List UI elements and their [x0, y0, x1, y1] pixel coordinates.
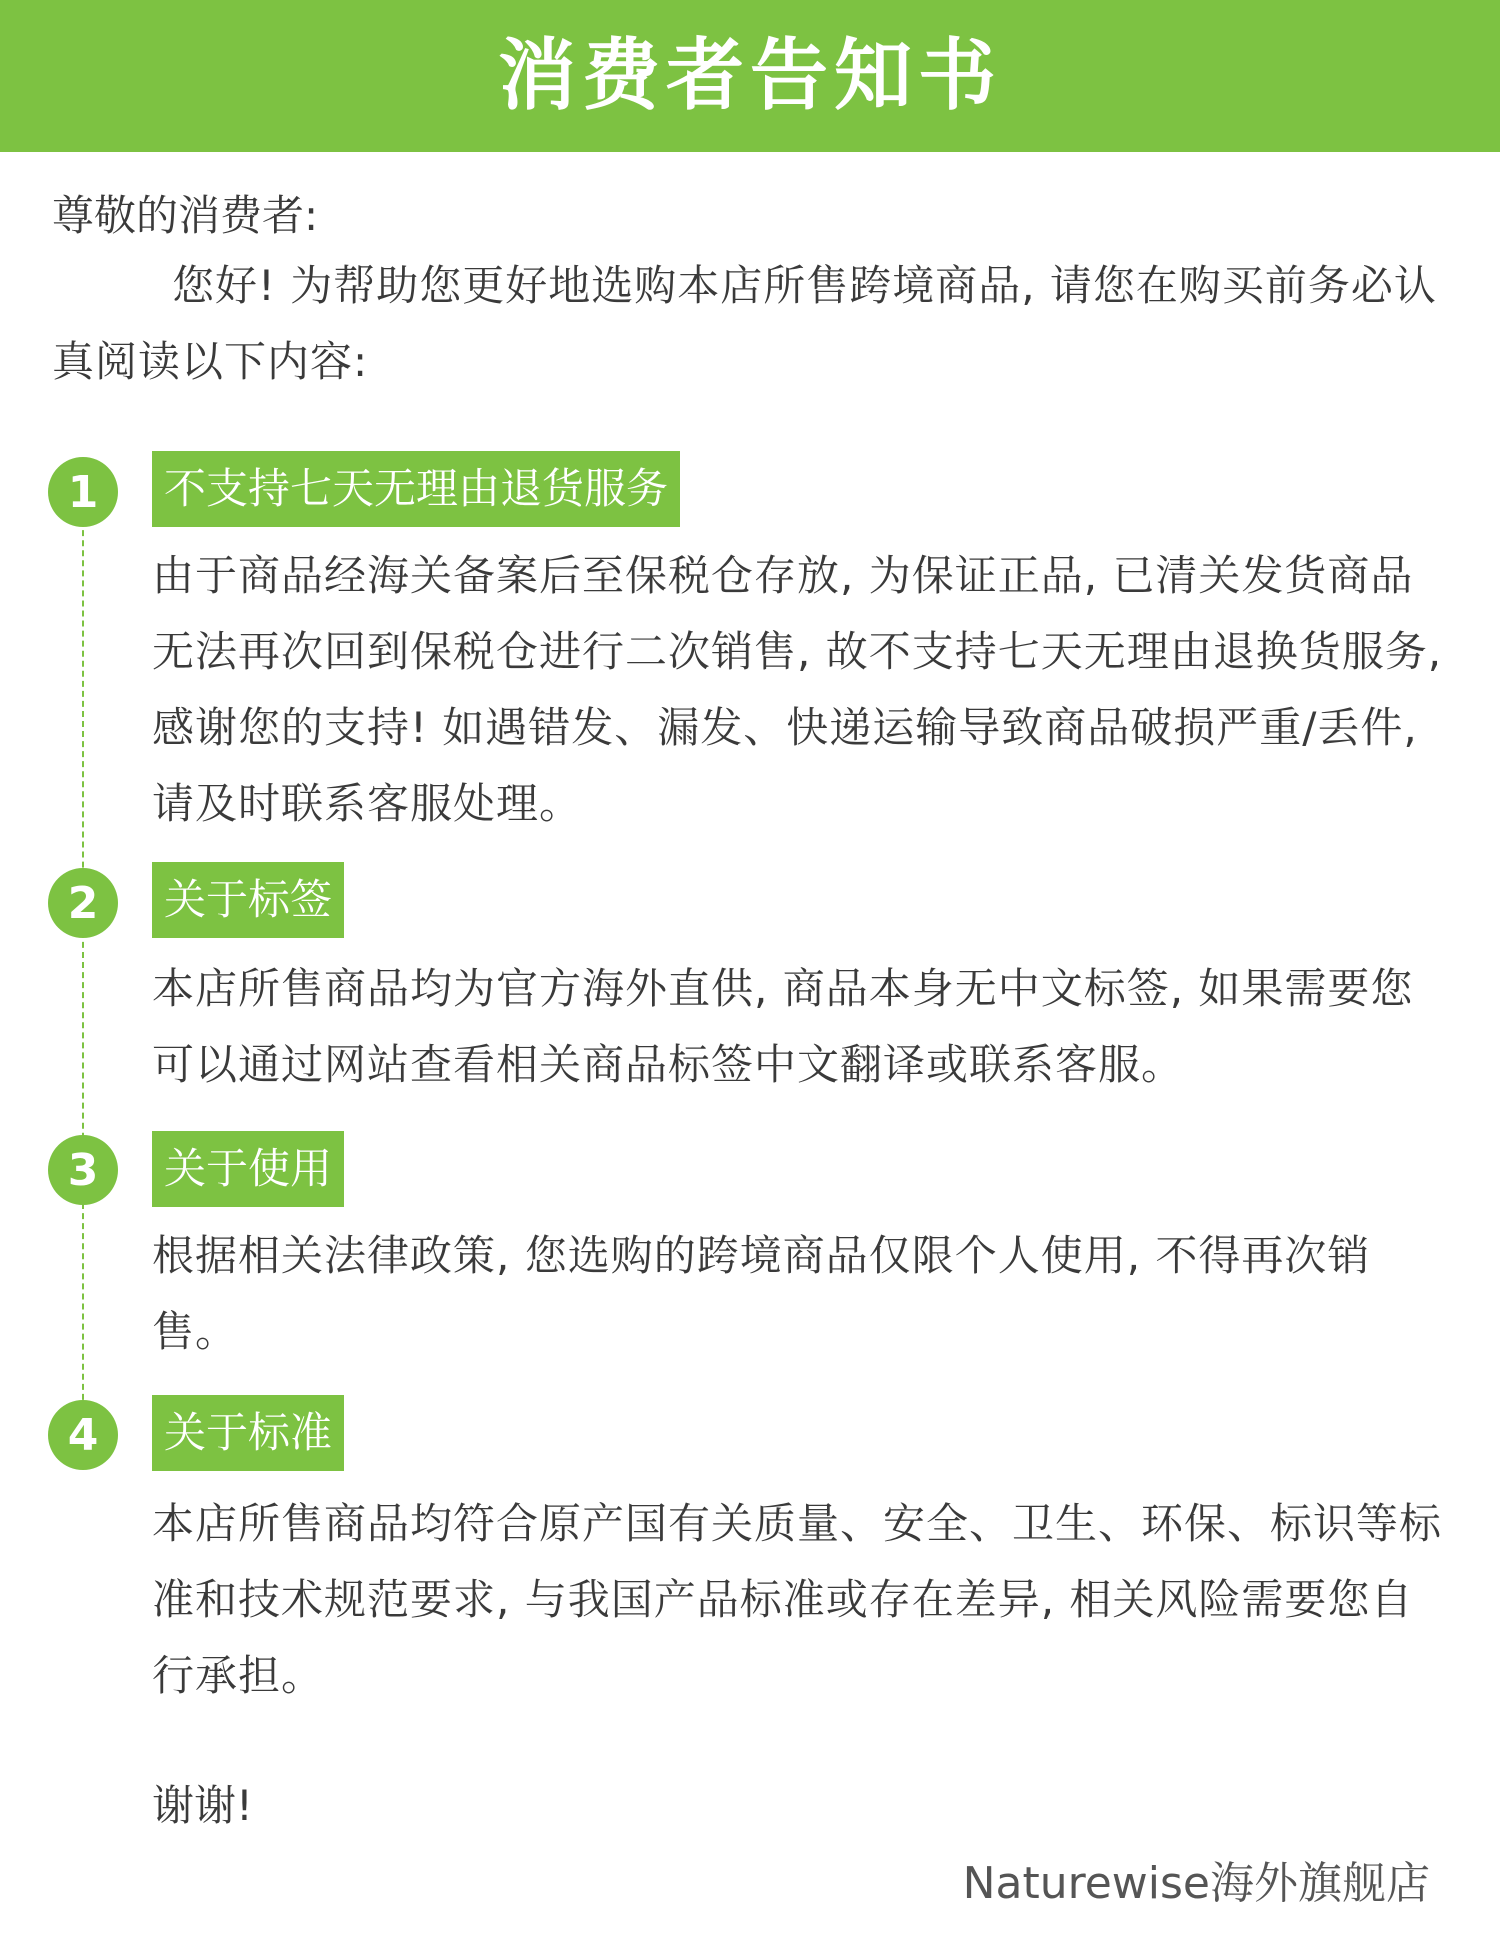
- section-1-text: 由于商品经海关备案后至保税仓存放, 为保证正品, 已清关发货商品无法再次回到保税仓进行二次销售, 故不支持七天无理由退换货服务, 感谢您的支持! 如遇错发、漏发、快递运输导致商品破损严重/丢件, 请及时联系客服处理。: [152, 551, 1443, 828]
- page-title: 消费者告知书: [497, 31, 1002, 121]
- section-1-title: 不支持七天无理由退货服务: [152, 451, 680, 527]
- section-3-text: 根据相关法律政策, 您选购的跨境商品仅限个人使用, 不得再次销售。: [152, 1231, 1371, 1356]
- header-banner: [0, 0, 1500, 152]
- section-3-number-badge: 3: [48, 1135, 118, 1205]
- section-4-title: 关于标准: [152, 1395, 344, 1471]
- section-3-title: 关于使用: [152, 1131, 344, 1207]
- section-2-number-badge: 2: [48, 868, 118, 938]
- section-1-number-badge: 1: [48, 457, 118, 527]
- greeting: 尊敬的消费者:: [52, 191, 319, 240]
- section-4-text: 本店所售商品均符合原产国有关质量、安全、卫生、环保、标识等标准和技术规范要求, 与我国产品标准或存在差异, 相关风险需要您自行承担。: [152, 1499, 1443, 1700]
- section-2-title: 关于标签: [152, 862, 344, 938]
- closing-thanks: 谢谢!: [152, 1781, 253, 1830]
- intro-paragraph: 您好! 为帮助您更好地选购本店所售跨境商品, 请您在购买前务必认真阅读以下内容:: [52, 261, 1437, 386]
- store-signature: Naturewise海外旗舰店: [962, 1858, 1430, 1909]
- section-2-text: 本店所售商品均为官方海外直供, 商品本身无中文标签, 如果需要您可以通过网站查看相关商品标签中文翻译或联系客服。: [152, 964, 1414, 1089]
- section-4-number-badge: 4: [48, 1400, 118, 1470]
- timeline-connector: [82, 490, 84, 1430]
